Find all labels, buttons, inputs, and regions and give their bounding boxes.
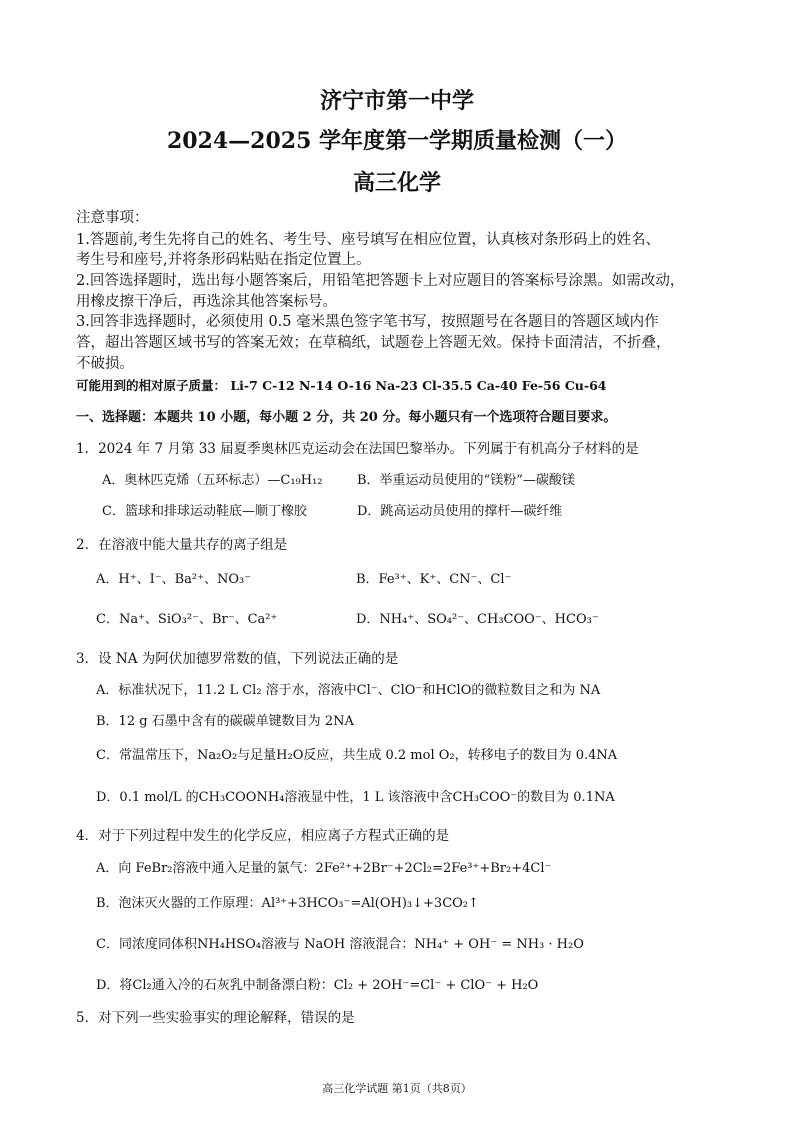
- notice-line: 1.答题前,考生先将自己的姓名、考生号、座号填写在相应位置，认真核对条形码上的姓名、: [76, 232, 660, 248]
- question-stem: 2．在溶液中能大量共存的离子组是: [76, 537, 288, 553]
- subject-title: 高三化学: [352, 170, 441, 196]
- question-option: C．Na⁺、SiO₃²⁻、Br⁻、Ca²⁺: [96, 612, 278, 627]
- question-option: C．篮球和排球运动鞋底—顺丁橡胶: [102, 504, 307, 519]
- question-option: C．常温常压下，Na₂O₂与足量H₂O反应，共生成 0.2 mol O₂，转移电子的数目为 0.4NA: [96, 748, 618, 763]
- notice-line: 2.回答选择题时，选出每小题答案后，用铅笔把答题卡上对应题目的答案标号涂黑。如需改动，: [76, 273, 685, 289]
- section-heading: 一、选择题：本题共 10 小题，每小题 2 分，共 20 分。每小题只有一个选项符合题目要求。: [76, 410, 617, 425]
- notice-line: 答，超出答题区域书写的答案无效；在草稿纸，试题卷上答题无效。保持卡面清洁，不折叠，: [76, 335, 671, 351]
- school-name: 济宁市第一中学: [319, 88, 474, 114]
- question-option: A．向 FeBr₂溶液中通入足量的氯气：2Fe²⁺+2Br⁻+2Cl₂=2Fe³⁺+Br₂+4Cl⁻: [96, 861, 552, 876]
- question-option: A．H⁺、I⁻、Ba²⁺、NO₃⁻: [96, 572, 252, 587]
- question-option: D．将Cl₂通入冷的石灰乳中制备漂白粉：Cl₂ + 2OH⁻=Cl⁻ + ClO⁻ + H₂O: [96, 978, 539, 993]
- atomic-masses: 可能用到的相对原子质量： Li-7 C-12 N-14 O-16 Na-23 Cl-35.5 Ca-40 Fe-56 Cu-64: [76, 378, 607, 393]
- question-stem: 3．设 NA 为阿伏加德罗常数的值，下列说法正确的是: [76, 651, 399, 667]
- question-stem: 4．对于下列过程中发生的化学反应，相应离子方程式正确的是: [76, 828, 450, 844]
- notice-heading: 注意事项：: [76, 210, 149, 226]
- exam-title: 2024—2025 学年度第一学期质量检测（一）: [166, 128, 628, 154]
- page-footer: 高三化学试题 第1页（共8页）: [322, 1082, 472, 1095]
- question-option: B．Fe³⁺、K⁺、CN⁻、Cl⁻: [356, 572, 512, 587]
- question-stem: 1．2024 年 7 月第 33 届夏季奥林匹克运动会在法国巴黎举办。下列属于有机高分子材料的是: [76, 441, 639, 457]
- notice-line: 用橡皮擦干净后，再选涂其他答案标号。: [76, 294, 337, 310]
- notice-line: 考生号和座号,并将条形码粘贴在指定位置上。: [76, 252, 371, 268]
- question-option: D．跳高运动员使用的撑杆—碳纤维: [357, 504, 563, 519]
- question-option: A．奥林匹克烯（五环标志）—C₁₉H₁₂: [102, 473, 323, 488]
- question-option: B．举重运动员使用的“镁粉”—碳酸镁: [357, 473, 575, 488]
- question-option: A．标准状况下，11.2 L Cl₂ 溶于水，溶液中Cl⁻、ClO⁻和HClO的微粒数目之和为 NA: [96, 683, 601, 698]
- question-option: B．12 g 石墨中含有的碳碳单键数目为 2NA: [96, 714, 354, 729]
- notice-line: 3.回答非选择题时，必须使用 0.5 毫米黑色签字笔书写，按照题号在各题目的答题区域内作: [76, 314, 659, 330]
- question-option: D．NH₄⁺、SO₄²⁻、CH₃COO⁻、HCO₃⁻: [356, 612, 599, 627]
- question-option: D．0.1 mol/L 的CH₃COONH₄溶液显中性，1 L 该溶液中含CH₃COO⁻的数目为 0.1NA: [96, 790, 615, 805]
- notice-line: 不破损。: [76, 356, 134, 372]
- question-option: C．同浓度同体积NH₄HSO₄溶液与 NaOH 溶液混合：NH₄⁺ + OH⁻ = NH₃ · H₂O: [96, 937, 584, 952]
- question-stem: 5．对下列一些实验事实的理论解释，错误的是: [76, 1010, 355, 1026]
- question-option: B．泡沫灭火器的工作原理：Al³⁺+3HCO₃⁻=Al(OH)₃↓+3CO₂↑: [96, 896, 479, 911]
